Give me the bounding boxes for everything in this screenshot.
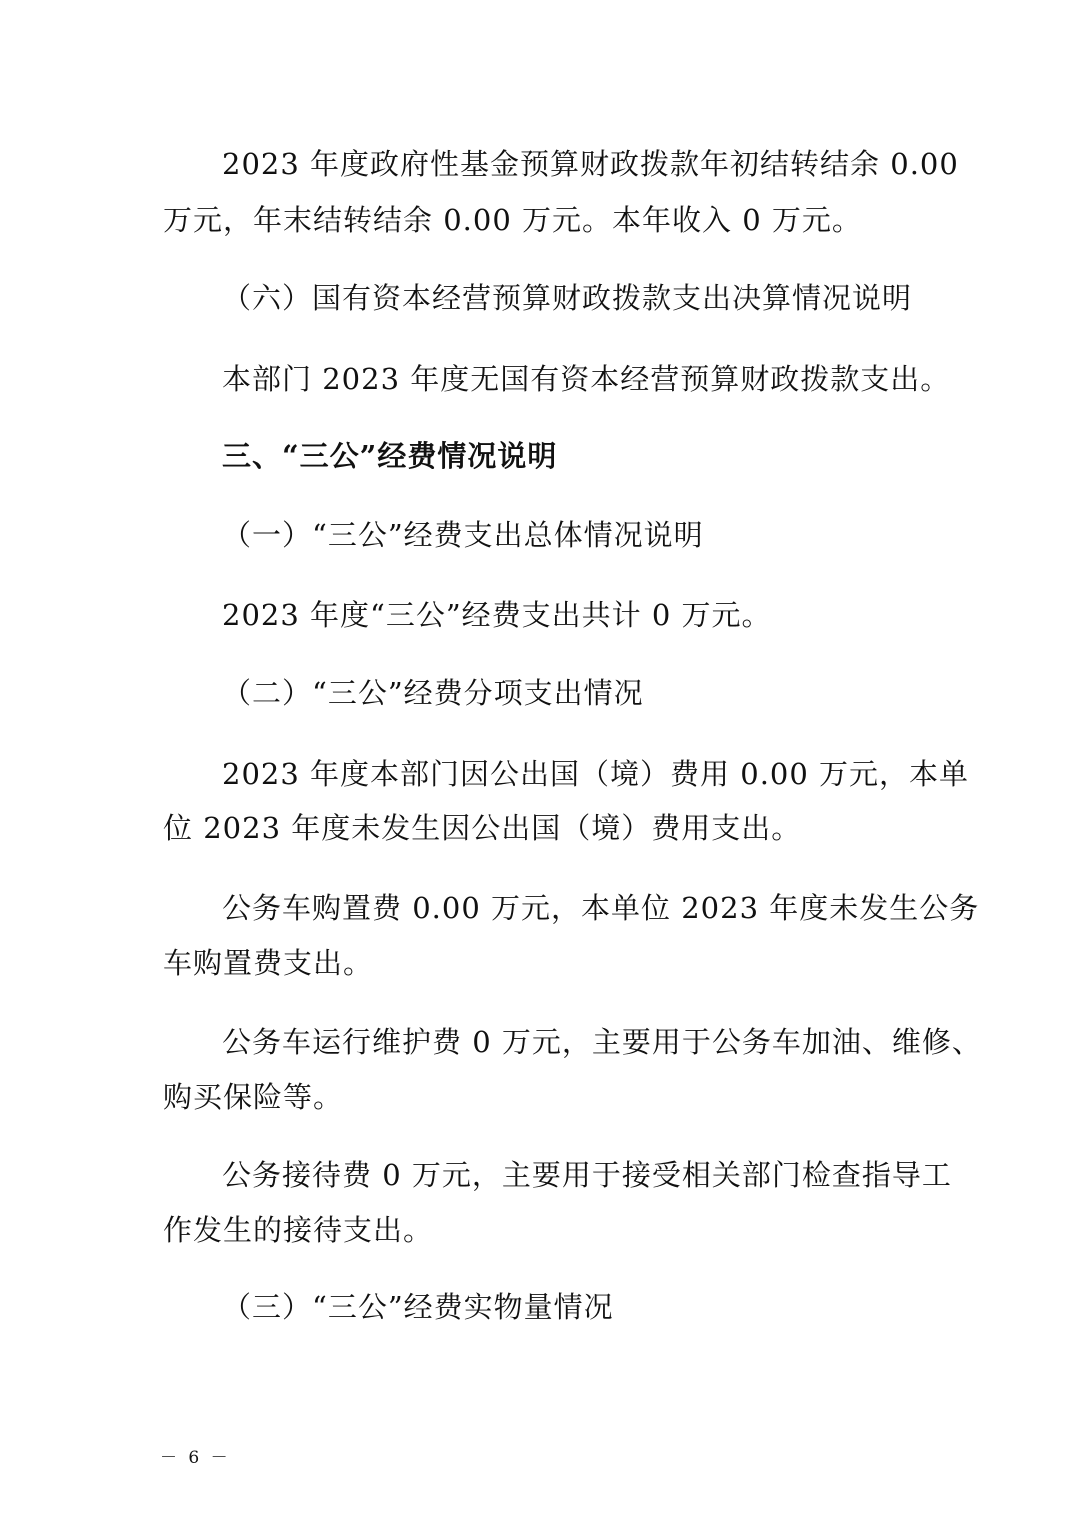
vehicle-purchase-paragraph-line-1: 公务车购置费 0.00 万元，本单位 2023 年度未发生公务	[222, 891, 980, 925]
gov-fund-paragraph-line-1: 2023 年度政府性基金预算财政拨款年初结转结余 0.00	[222, 147, 959, 181]
reception-paragraph-line-1: 公务接待费 0 万元，主要用于接受相关部门检查指导工	[222, 1158, 952, 1192]
page-number: － 6 －	[160, 1448, 231, 1468]
subsection-two-heading: （二）“三公”经费分项支出情况	[222, 676, 644, 710]
state-capital-heading: （六）国有资本经营预算财政拨款支出决算情况说明	[222, 281, 913, 315]
state-capital-paragraph: 本部门 2023 年度无国有资本经营预算财政拨款支出。	[222, 362, 951, 396]
gov-fund-paragraph-line-2: 万元，年末结转结余 0.00 万元。本年收入 0 万元。	[163, 203, 862, 237]
reception-paragraph-line-2: 作发生的接待支出。	[163, 1213, 434, 1247]
abroad-paragraph-line-1: 2023 年度本部门因公出国（境）费用 0.00 万元，本单	[222, 757, 970, 791]
abroad-paragraph-line-2: 位 2023 年度未发生因公出国（境）费用支出。	[163, 811, 802, 845]
subsection-three-heading: （三）“三公”经费实物量情况	[222, 1290, 614, 1324]
vehicle-run-paragraph-line-1: 公务车运行维护费 0 万元，主要用于公务车加油、维修、	[222, 1025, 982, 1059]
vehicle-run-paragraph-line-2: 购买保险等。	[163, 1080, 344, 1114]
vehicle-purchase-paragraph-line-2: 车购置费支出。	[163, 946, 374, 980]
subsection-one-heading: （一）“三公”经费支出总体情况说明	[222, 518, 704, 552]
section-three-heading: 三、“三公”经费情况说明	[222, 439, 558, 473]
subsection-one-paragraph: 2023 年度“三公”经费支出共计 0 万元。	[222, 598, 772, 632]
